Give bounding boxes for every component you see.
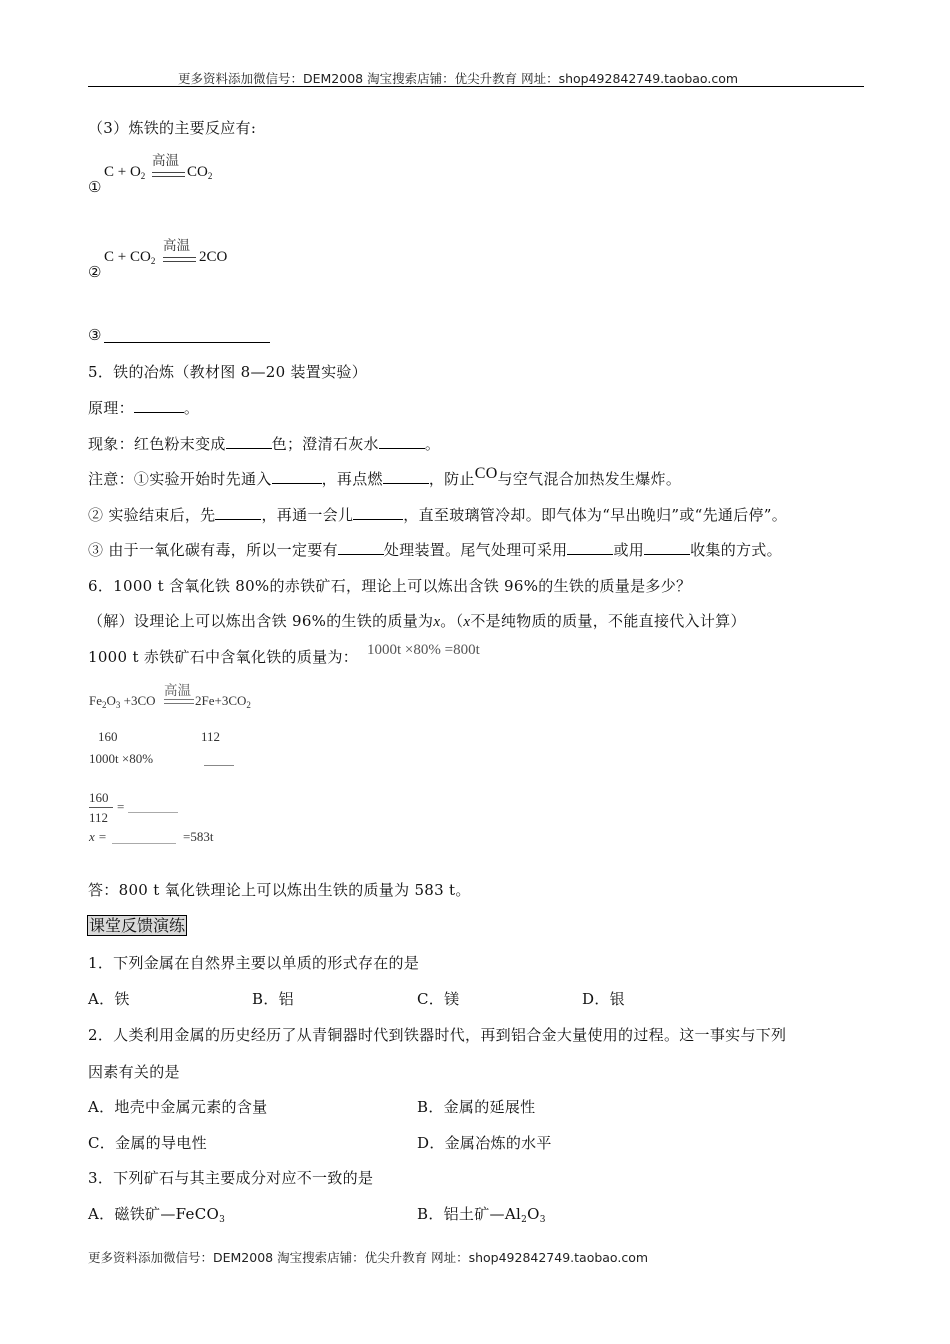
color-blank[interactable] xyxy=(226,434,272,449)
q6-frac-equals: = xyxy=(117,799,125,814)
q5-phenomenon: 现象：红色粉末变成 色；澄清石灰水 。 xyxy=(88,435,441,453)
q6-mass-line: 1000t ×80% xyxy=(89,751,154,766)
q6-equation-condition: 高温 xyxy=(164,683,191,699)
q6-answer: 答：800 t 氧化铁理论上可以炼出生铁的质量为 583 t。 xyxy=(88,881,471,899)
practice-q2-option-a[interactable]: A．地壳中金属元素的含量 xyxy=(88,1098,268,1116)
q6-title: 6．1000 t 含氧化铁 80%的赤铁矿石，理论上可以炼出含铁 96%的生铁的质量是多少？ xyxy=(88,577,692,595)
q6-molar-160: 160 xyxy=(98,729,118,744)
practice-q1-option-a[interactable]: A．铁 xyxy=(88,990,130,1008)
method-2-blank[interactable] xyxy=(644,540,690,555)
q6-frac-bar xyxy=(89,807,113,808)
reaction-2-lhs: $C + CO_2$ xyxy=(104,249,156,266)
q5-principle: 原理： 。 xyxy=(88,399,200,417)
q6-equation-lhs: $Fe_2O_3 +3CO$ xyxy=(89,693,156,710)
q6-ratio-blank[interactable] xyxy=(128,812,178,813)
q5-note-1: 注意：①实验开始时先通入 ，再点燃 ，防止CO与空气混合加热发生爆炸。 xyxy=(88,465,682,488)
q6-solution-setup: （解）设理论上可以炼出含铁 96%的生铁的质量为x。（x不是纯物质的质量，不能直接代入计算） xyxy=(88,612,746,630)
method-1-blank[interactable] xyxy=(567,540,613,555)
page-header: 更多资料添加微信号：DEM2008 淘宝搜索店铺：优尖升教育 网址：shop492842749.taobao.com xyxy=(178,71,739,86)
practice-q1-stem: 1．下列金属在自然界主要以单质的形式存在的是 xyxy=(88,954,420,972)
limewater-blank[interactable] xyxy=(379,434,425,449)
reaction-1-equals xyxy=(152,172,185,177)
q6-x-equals: x = xyxy=(89,829,107,844)
practice-q1-option-b[interactable]: B．铝 xyxy=(252,990,294,1008)
reaction-3-number: ③ xyxy=(88,326,102,344)
practice-q3-stem: 3．下列矿石与其主要成分对应不一致的是 xyxy=(88,1169,374,1187)
q6-mass-text: 1000 t 赤铁矿石中含氧化铁的质量为： xyxy=(88,648,359,666)
reaction-3-blank[interactable] xyxy=(104,342,270,343)
q5-note-3: ③ 由于一氧化碳有毒，所以一定要有 处理装置。尾气处理可采用 或用 收集的方式。 xyxy=(88,541,782,559)
q6-frac-numerator: 160 xyxy=(89,790,109,805)
page-footer: 更多资料添加微信号：DEM2008 淘宝搜索店铺：优尖升教育 网址：shop492842749.taobao.com xyxy=(88,1250,649,1265)
q6-mass-calc: 1000t ×80% =800t xyxy=(367,642,480,658)
practice-q1-option-d[interactable]: D．银 xyxy=(582,990,625,1008)
gas-first-blank[interactable] xyxy=(272,469,322,484)
q5-title: 5．铁的冶炼（教材图 8—20 装置实验） xyxy=(88,363,368,381)
reaction-2-rhs: 2CO xyxy=(199,249,228,265)
ignite-blank[interactable] xyxy=(383,469,429,484)
practice-heading: 课堂反馈演练 xyxy=(89,916,186,935)
reaction-1-rhs: $CO_2$ xyxy=(187,164,213,181)
reaction-2-equals xyxy=(163,257,196,262)
practice-q2-option-b[interactable]: B．金属的延展性 xyxy=(417,1098,536,1116)
stop-first-blank[interactable] xyxy=(215,505,261,520)
q6-molar-112: 112 xyxy=(201,729,221,744)
reaction-2-condition: 高温 xyxy=(163,238,190,254)
q6-equation-rhs: $2Fe+3CO_2$ xyxy=(195,693,251,710)
practice-q1-option-c[interactable]: C．镁 xyxy=(417,990,460,1008)
practice-q3-option-b[interactable]: B．铝土矿$—Al_2O_3$ xyxy=(417,1205,546,1225)
continue-blank[interactable] xyxy=(353,505,403,520)
q6-frac-denominator: 112 xyxy=(89,810,109,825)
practice-q2-option-d[interactable]: D．金属冶炼的水平 xyxy=(417,1134,552,1152)
reaction-1-condition: 高温 xyxy=(152,153,179,169)
principle-blank[interactable] xyxy=(134,398,184,413)
section-3-title: （3）炼铁的主要反应有: xyxy=(88,119,257,137)
practice-q3-option-a[interactable]: A．磁铁矿—FeCO$_3$ xyxy=(88,1205,226,1225)
reaction-2-number: ② xyxy=(88,263,102,281)
practice-q2-stem-line1: 2．人类利用金属的历史经历了从青铜器时代到铁器时代，再到铝合金大量使用的过程。这一事实与下列 xyxy=(88,1026,787,1044)
q6-x-result: =583t xyxy=(183,829,214,844)
q6-x-blank[interactable] xyxy=(204,765,234,766)
q6-equation-equals xyxy=(164,699,194,704)
practice-q2-stem-line2: 因素有关的是 xyxy=(88,1063,180,1081)
q6-x-value-blank[interactable] xyxy=(112,843,176,844)
q5-note-2: ② 实验结束后，先 ，再通一会儿 ，直至玻璃管冷却。即气体为“早出晚归”或“先通后停”。 xyxy=(88,506,788,524)
reaction-1-lhs: $C + O_2$ xyxy=(104,164,146,181)
exhaust-blank[interactable] xyxy=(338,540,384,555)
practice-q2-option-c[interactable]: C．金属的导电性 xyxy=(88,1134,207,1152)
reaction-1-number: ① xyxy=(88,178,102,196)
header-rule xyxy=(88,86,864,87)
